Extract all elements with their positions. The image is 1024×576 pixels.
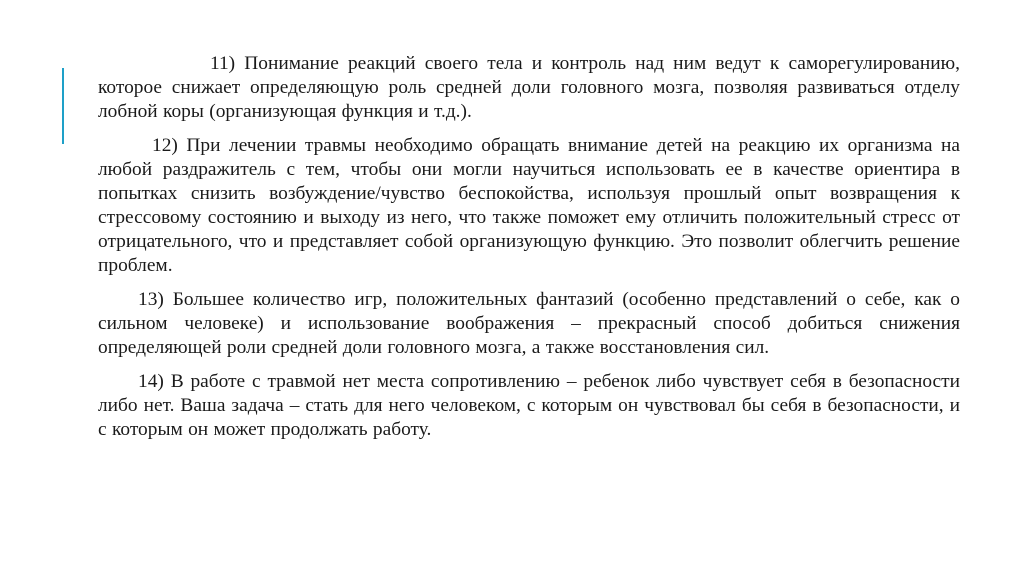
paragraph-13: 13) Большее количество игр, положительных фантазий (особенно представлений о себе, как о сильном человеке) и использование воображения – прекрасный способ добиться снижения определяющей роли средней доли головного мозга, а также восстановления сил. <box>98 289 960 358</box>
paragraph-14: 14) В работе с травмой нет места сопротивлению – ребенок либо чувствует себя в безопасности либо нет. Ваша задача – стать для него человеком, с которым он чувствовал бы себя в безопасности, и с которым он может продолжать работу. <box>98 371 960 440</box>
accent-bar <box>62 68 64 144</box>
paragraph-11: 11) Понимание реакций своего тела и контроль над ним ведут к саморегулированию, которое снижает определяющую роль средней доли головного мозга, позволяя развиваться отделу лобной коры (организующая функция и т.д.). <box>98 53 960 122</box>
paragraph-12: 12) При лечении травмы необходимо обращать внимание детей на реакцию их организма на любой раздражитель с тем, чтобы они могли научиться использовать ее в качестве ориентира в попытках снизить возбуждение/чувство беспокойства, используя прошлый опыт возвращения к стрессовому состоянию и выходу из него, что также поможет ему отличить положительный стресс от отрицательного, что и представляет собой организующую функцию. Это позволит облегчить решение проблем. <box>98 135 960 276</box>
slide-body <box>98 52 960 452</box>
